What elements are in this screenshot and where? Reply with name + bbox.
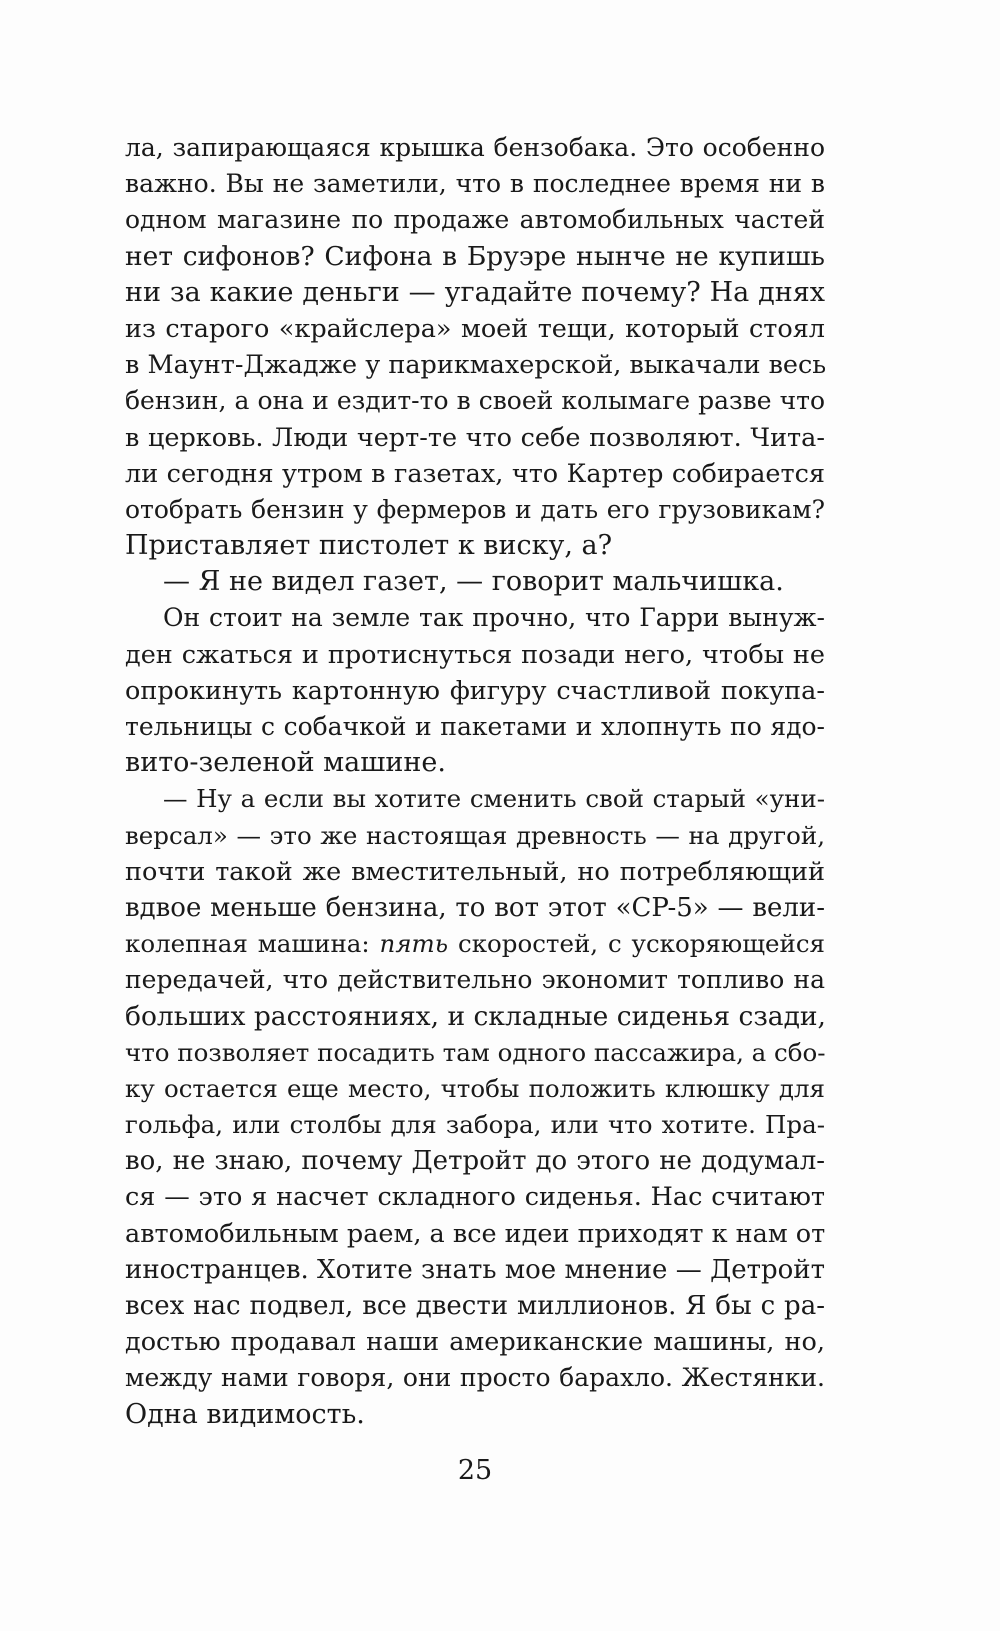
text-line: больших расстояниях, и складные сиденья сзади, xyxy=(125,1000,826,1032)
text-line: версал» — это же настоящая древность — на другой, xyxy=(125,820,825,850)
dialogue-line: — Я не видел газет, — говорит мальчишка. xyxy=(163,566,784,598)
text-line: одном магазине по продаже автомобильных частей xyxy=(125,205,825,235)
text-line: ли сегодня утром в газетах, что Картер собирается xyxy=(125,458,825,489)
text-line: Приставляет пистолет к виску, а? xyxy=(125,530,613,562)
text-line: достью продавал наши американские машины, но, xyxy=(125,1327,825,1358)
text-line: важно. Вы не заметили, что в последнее время ни в xyxy=(125,169,825,199)
dialogue-line: — Ну а если вы хотите сменить свой старый «уни- xyxy=(163,784,825,814)
text-line: во, не знаю, почему Детройт до этого не додумал- xyxy=(125,1146,825,1177)
text-line: тельницы с собачкой и пакетами и хлопнуть по ядо- xyxy=(125,712,825,741)
page-number: 25 xyxy=(457,1455,493,1486)
text-line: в церковь. Люди черт-те что себе позволяют. Чита- xyxy=(125,422,825,453)
text-segment: колепная машина: xyxy=(125,929,380,959)
text-line: из старого «крайслера» моей тещи, который стоял xyxy=(125,313,825,344)
text-line: ни за какие деньги — угадайте почему? На днях xyxy=(125,276,825,308)
text-line-with-emphasis xyxy=(125,926,825,962)
text-line: бензин, а она и ездит-то в своей колымаге разве что xyxy=(125,386,825,416)
text-line: что позволяет посадить там одного пассажира, а сбо- xyxy=(125,1037,826,1067)
text-line: Одна видимость. xyxy=(125,1398,365,1430)
paragraph-start-line: Он стоит на земле так прочно, что Гарри вынуж- xyxy=(163,603,825,633)
text-line: автомобильным раем, а все идеи приходят к нам от xyxy=(125,1218,826,1249)
text-line: почти такой же вместительный, но потребляющий xyxy=(125,856,825,887)
text-line: ку остается еще место, чтобы положить клюшку для xyxy=(125,1073,825,1103)
text-line: гольфа, или столбы для забора, или что хотите. Пра- xyxy=(125,1110,825,1140)
body-text xyxy=(125,130,825,1433)
text-line: между нами говоря, они просто барахло. Жестянки. xyxy=(125,1363,825,1393)
emphasized-word: пять xyxy=(379,929,449,959)
text-line: всех нас подвел, все двести миллионов. Я бы с ра- xyxy=(125,1291,825,1321)
text-line: ден сжаться и протиснуться позади него, чтобы не xyxy=(125,639,825,670)
text-line: ся — это я насчет складного сиденья. Нас считают xyxy=(125,1182,825,1213)
text-segment: скоростей, с ускоряющейся xyxy=(448,929,825,959)
text-line: опрокинуть картонную фигуру счастливой покупа- xyxy=(125,675,825,706)
text-line: иностранцев. Хотите знать мое мнение — Детройт xyxy=(125,1254,825,1285)
text-line: нет сифонов? Сифона в Бруэре нынче не купишь xyxy=(125,240,825,272)
text-line: отобрать бензин у фермеров и дать его грузовикам? xyxy=(125,494,825,524)
text-line: в Маунт-Джадже у парикмахерской, выкачали весь xyxy=(125,350,827,381)
text-line: ла, запирающаяся крышка бензобака. Это особенно xyxy=(125,133,825,162)
text-line: вито-зеленой машине. xyxy=(125,747,446,779)
text-line: передачей, что действительно экономит топливо на xyxy=(125,965,825,995)
text-line: вдвое меньше бензина, то вот этот «CP-5» — вели- xyxy=(125,892,825,923)
